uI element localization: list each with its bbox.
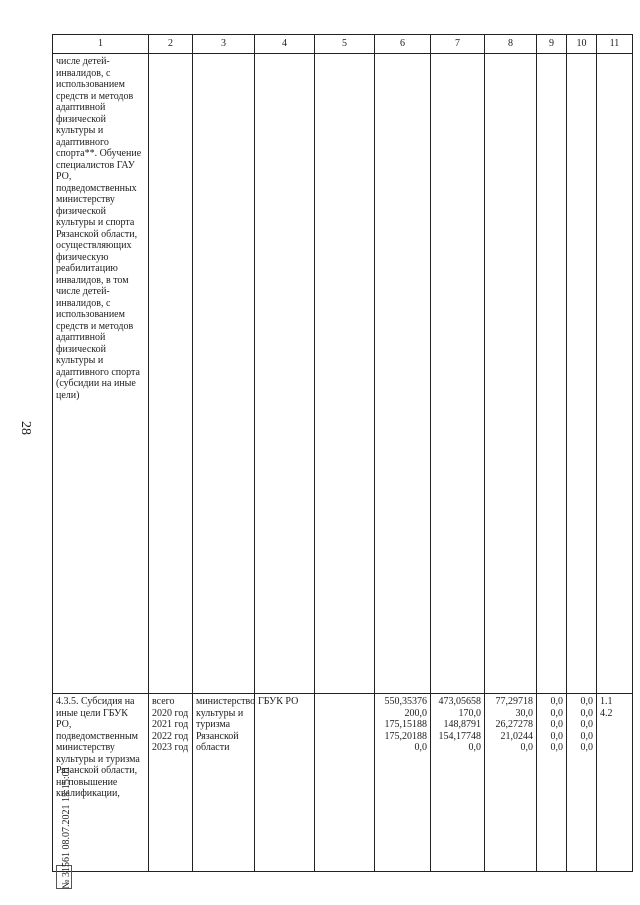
registration-stamp: № 31561 08.07.2021 15:15:01	[61, 766, 72, 889]
value: 148,8791	[443, 719, 481, 730]
column-header-7: 7	[431, 35, 485, 54]
column-header-9: 9	[537, 35, 567, 54]
amount-total-cell	[375, 694, 431, 872]
value: 21,0244	[500, 730, 533, 742]
value: 0,0	[520, 742, 533, 753]
cell	[431, 54, 485, 694]
value: 26,27278	[495, 719, 533, 730]
value: 0,0	[550, 707, 563, 719]
indicator: 4.2	[600, 707, 613, 719]
value: 175,15188	[384, 719, 427, 730]
value: 0,0	[550, 719, 563, 730]
column-header-6: 6	[375, 35, 431, 54]
cell	[537, 54, 567, 694]
period: 2020 год	[152, 707, 189, 719]
period: 2021 год	[152, 719, 189, 730]
value: 0,0	[580, 719, 593, 730]
value: 0,0	[580, 730, 593, 742]
page-number: 28	[18, 421, 33, 435]
header-row	[53, 35, 633, 54]
period: всего	[152, 696, 175, 707]
cell	[597, 54, 633, 694]
cell	[315, 694, 375, 872]
cell	[315, 54, 375, 694]
column-header-8: 8	[485, 35, 537, 54]
value: 200,0	[404, 707, 427, 719]
value: 0,0	[580, 707, 593, 719]
column-header-3: 3	[193, 35, 255, 54]
value: 154,17748	[438, 730, 481, 742]
value: 0,0	[550, 696, 563, 707]
value: 0,0	[580, 696, 593, 707]
value: 0,0	[550, 730, 563, 742]
column-header-4: 4	[255, 35, 315, 54]
executor: ГБУК РО	[255, 694, 315, 872]
column-header-10: 10	[567, 35, 597, 54]
cell	[375, 54, 431, 694]
value: 170,0	[458, 707, 481, 719]
column-header-1: 1	[53, 35, 149, 54]
period: 2022 год	[152, 730, 189, 742]
period-cell	[149, 694, 193, 872]
table-row	[53, 54, 633, 694]
amount-cell	[431, 694, 485, 872]
amount-cell	[537, 694, 567, 872]
activity-description: числе детей-инвалидов, с использованием средств и методов адаптивной физической культуры и адаптивного спорта**. Обучение специалистов ГАУ РО, подведомственных министерству физической культуры и спорта Рязанской области, осуществляющих физическую реабилитацию инвалидов, в том числе детей-инвалидов, с использованием средств и методов адаптивной физической культуры и адаптивного спорта (субсидии на иные цели)	[53, 54, 149, 694]
value: 473,05658	[438, 696, 481, 707]
value: 175,20188	[384, 730, 427, 742]
value: 0,0	[414, 742, 427, 753]
value: 0,0	[550, 742, 563, 753]
column-header-5: 5	[315, 35, 375, 54]
amount-cell	[567, 694, 597, 872]
cell	[149, 54, 193, 694]
program-table	[52, 34, 633, 872]
indicator: 1.1	[600, 696, 613, 707]
table-row	[53, 694, 633, 872]
cell	[485, 54, 537, 694]
value: 30,0	[515, 707, 533, 719]
indicator-cell	[597, 694, 633, 872]
cell	[193, 54, 255, 694]
cell	[255, 54, 315, 694]
column-header-2: 2	[149, 35, 193, 54]
value: 0,0	[468, 742, 481, 753]
value: 550,35376	[384, 696, 427, 707]
cell	[567, 54, 597, 694]
responsible-authority: министерство культуры и туризма Рязанской области	[193, 694, 255, 872]
value: 0,0	[580, 742, 593, 753]
column-header-11: 11	[597, 35, 633, 54]
amount-cell	[485, 694, 537, 872]
value: 77,29718	[495, 696, 533, 707]
activity-description: 4.3.5. Субсидия на иные цели ГБУК РО, подведомственным министерству культуры и туризма Рязанской области, на повышение квалификации,	[53, 694, 149, 872]
period: 2023 год	[152, 742, 189, 753]
